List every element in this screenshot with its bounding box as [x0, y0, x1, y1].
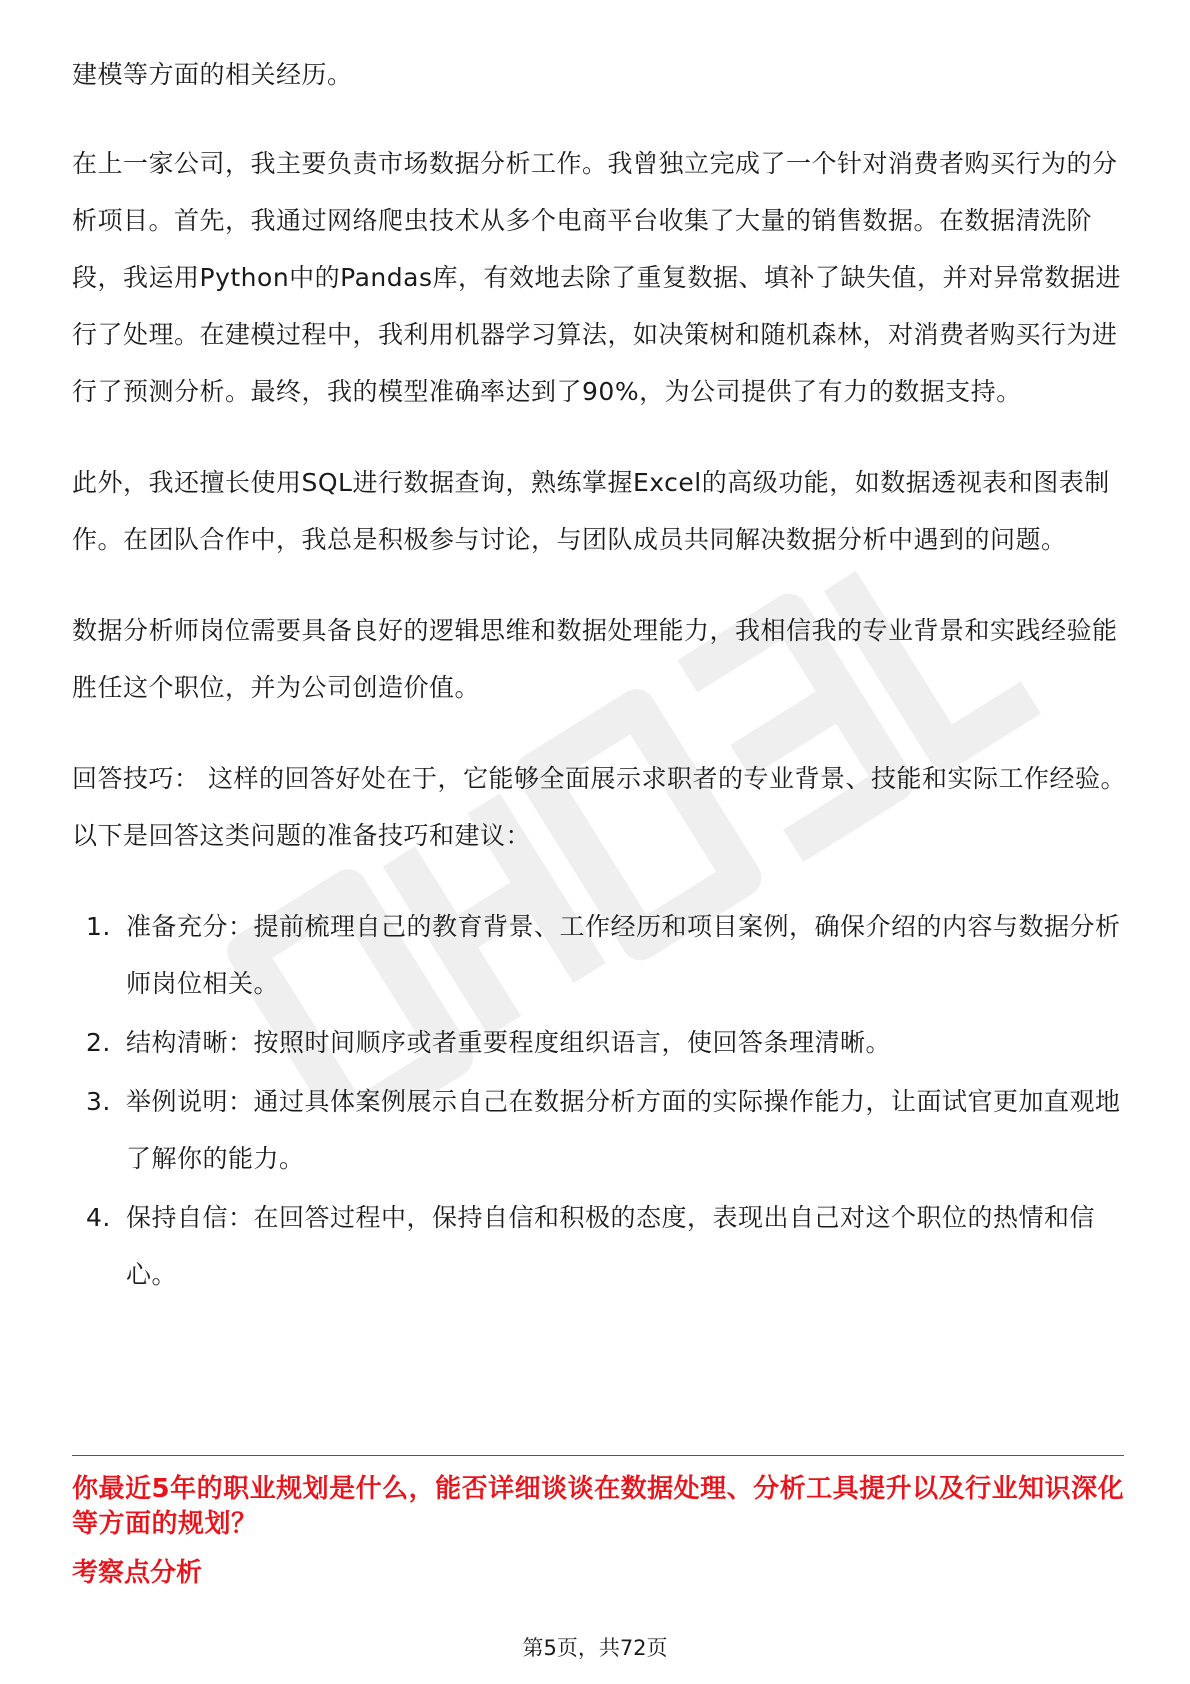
- list-item-text: 结构清晰：按照时间顺序或者重要程度组织语言，使回答条理清晰。: [126, 1028, 892, 1057]
- list-item: [72, 898, 1127, 1012]
- question-heading: 你最近5年的职业规划是什么，能否详细谈谈在数据处理、分析工具提升以及行业知识深化等方面的规划？: [72, 1474, 1125, 1539]
- paragraph-intro-tail: 建模等方面的相关经历。: [72, 60, 353, 89]
- analysis-subheading: 考察点分析: [72, 1558, 203, 1588]
- list-item: [72, 1073, 1127, 1187]
- list-item-text: 举例说明：通过具体案例展示自己在数据分析方面的实际操作能力，让面试官更加直观地了解你的能力。: [126, 1087, 1121, 1173]
- list-item-number: 3.: [86, 1087, 111, 1116]
- list-item: [72, 1014, 1127, 1071]
- main-content: [72, 46, 1127, 1305]
- paragraph-summary: 数据分析师岗位需要具备良好的逻辑思维和数据处理能力，我相信我的专业背景和实践经验能胜任这个职位，并为公司创造价值。: [72, 616, 1118, 702]
- paragraph-skills: 此外，我还擅长使用SQL进行数据查询，熟练掌握Excel的高级功能，如数据透视表和图表制作。在团队合作中，我总是积极参与讨论，与团队成员共同解决数据分析中遇到的问题。: [72, 468, 1110, 554]
- tips-list: [72, 898, 1127, 1303]
- list-item-text: 准备充分：提前梳理自己的教育背景、工作经历和项目案例，确保介绍的内容与数据分析师岗位相关。: [126, 912, 1121, 998]
- paragraph-answer-tips: 回答技巧： 这样的回答好处在于，它能够全面展示求职者的专业背景、技能和实际工作经验。以下是回答这类问题的准备技巧和建议：: [72, 764, 1126, 850]
- list-item-number: 2.: [86, 1028, 111, 1057]
- list-item-text: 保持自信：在回答过程中，保持自信和积极的态度，表现出自己对这个职位的热情和信心。: [126, 1203, 1096, 1289]
- list-item: [72, 1189, 1127, 1303]
- paragraph-experience: 在上一家公司，我主要负责市场数据分析工作。我曾独立完成了一个针对消费者购买行为的分析项目。首先，我通过网络爬虫技术从多个电商平台收集了大量的销售数据。在数据清洗阶段，我运用Python中的Pandas库，有效地去除了重复数据、填补了缺失值，并对异常数据进行了处理。在建模过程中，我利用机器学习算法，如决策树和随机森林，对消费者购买行为进行了预测分析。最终，我的模型准确率达到了90%，为公司提供了有力的数据支持。: [72, 149, 1121, 406]
- section-divider: [72, 1455, 1124, 1456]
- list-item-number: 1.: [86, 912, 111, 941]
- page-number-footer: 第5页，共72页: [522, 1636, 668, 1660]
- list-item-number: 4.: [86, 1203, 111, 1232]
